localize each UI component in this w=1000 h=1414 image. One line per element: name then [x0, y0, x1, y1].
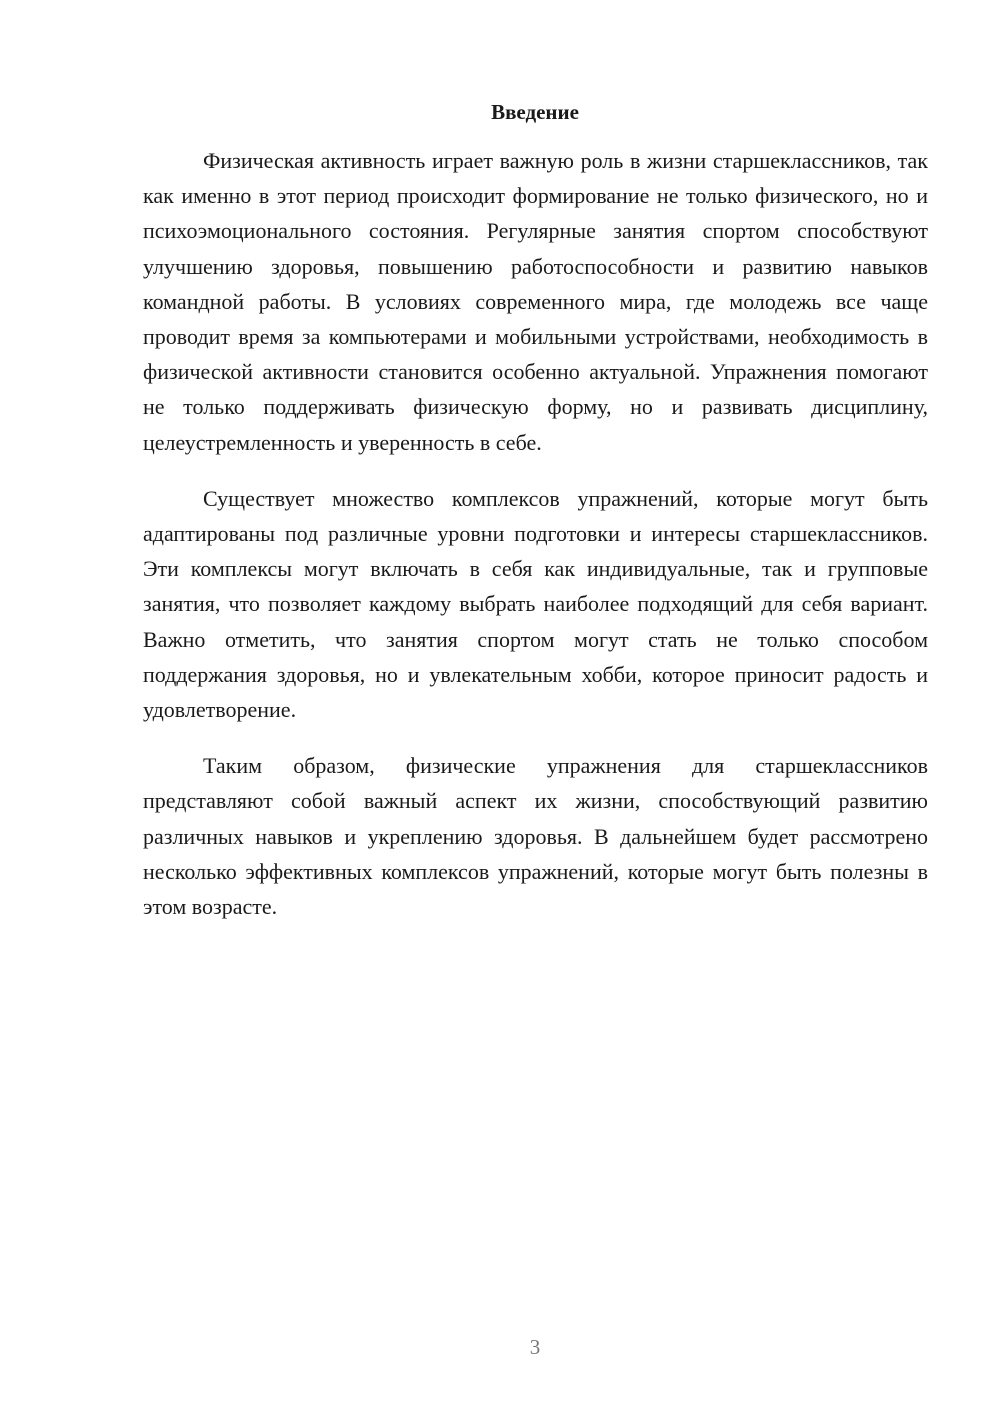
page-number: 3 [529, 1335, 541, 1359]
page-heading: Введение [491, 100, 579, 124]
paragraph-2: Существует множество комплексов упражнений, которые могут быть адаптированы под различные уровни подготовки и интересы старшеклассников. Эти комплексы могут включать в себя как индивидуальные, так и групповые занятия, что позволяет каждому выбрать наиболее подходящий для себя вариант. Важно отметить, что занятия спортом могут стать не только способом поддержания здоровья, но и увлекательным хобби, которое приносит радость и удовлетворение. [143, 485, 928, 723]
body-text [143, 143, 928, 945]
paragraph-1: Физическая активность играет важную роль в жизни старшеклассников, так как именно в этот период происходит формирование не только физического, но и психоэмоционального состояния. Регулярные занятия спортом способствуют улучшению здоровья, повышению работоспособности и развитию навыков командной работы. В условиях современного мира, где молодежь все чаще проводит время за компьютерами и мобильными устройствами, необходимость в физической активности становится особенно актуальной. Упражнения помогают не только поддерживать физическую форму, но и развивать дисциплину, целеустремленность и уверенность в себе. [143, 148, 928, 455]
paragraph-3: Таким образом, физические упражнения для старшеклассников представляют собой важный аспект их жизни, способствующий развитию различных навыков и укреплению здоровья. В дальнейшем будет рассмотрено несколько эффективных комплексов упражнений, которые могут быть полезны в этом возрасте. [143, 753, 928, 920]
